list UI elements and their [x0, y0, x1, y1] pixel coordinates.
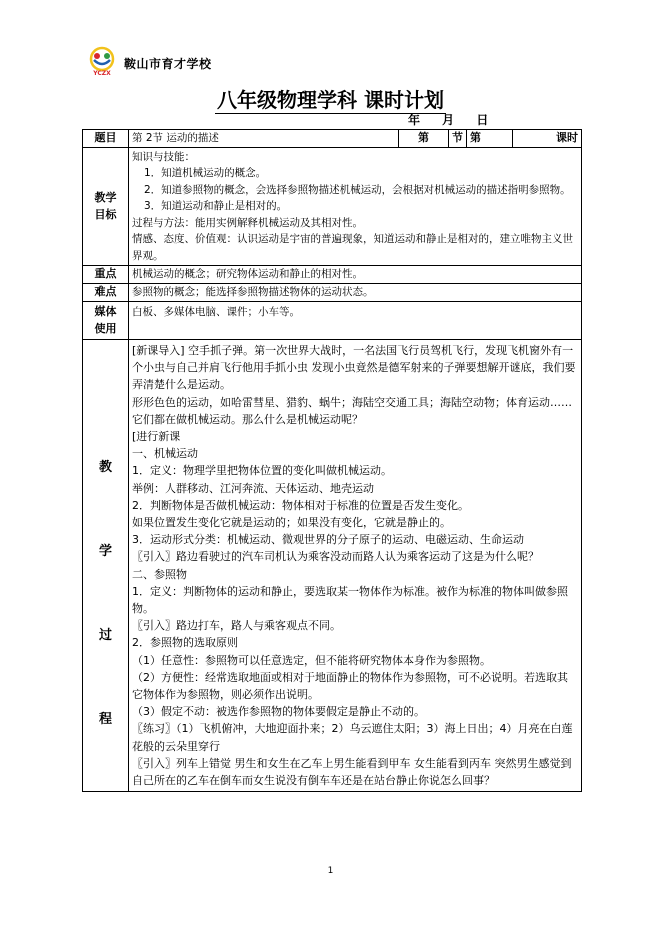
difficult-points-row: [83, 284, 582, 302]
topic-row: [83, 130, 582, 148]
objective-line: 过程与方法：能用实例解释机械运动及其相对性。: [132, 216, 363, 229]
topic-period-suffix: 课时: [513, 130, 582, 148]
process-line: 〖练习〗（1）飞机俯冲，大地迎面扑来；2）乌云遮住太阳；3）海上日出；4）月亮在白莲花般的云朵里穿行: [132, 722, 573, 753]
page-number: 1: [327, 866, 334, 876]
key-points-row: [83, 266, 582, 284]
process-line: 〖引入〗路边打车，路人与乘客观点不同。: [132, 619, 341, 633]
process-label: [83, 340, 129, 792]
process-label-char: 教: [98, 460, 112, 475]
page-title-text: 八年级物理学科 课时计划: [217, 88, 444, 112]
process-line: 举例：人群移动、江河奔流、天体运动、地壳运动: [132, 481, 374, 495]
objective-line: 知识与技能：: [132, 150, 195, 163]
process-line: 如果位置发生变化它就是运动的；如果没有变化，它就是静止的。: [132, 516, 451, 530]
school-name: 鞍山市育才学校: [124, 57, 212, 71]
difficult-points-value: 参照物的概念；能选择参照物描述物体的运动状态。: [129, 284, 582, 302]
logo-text: YCZX: [93, 70, 111, 76]
lesson-plan-table: [82, 129, 582, 792]
process-line: （3）假定不动：被选作参照物的物体要假定是静止不动的。: [132, 705, 425, 719]
objective-line: 情感、态度、价值观：认识运动是宇宙的普遍现象，知道运动和静止是相对的，建立唯物主义世界观。: [132, 233, 573, 262]
topic-section-prefix: 第: [399, 130, 449, 148]
topic-label: 题目: [83, 130, 129, 148]
process-line: 〖引入〗路边看驶过的汽车司机认为乘客没动而路人认为乘客运动了这是为什么呢？: [132, 550, 539, 564]
process-line: 二、参照物: [132, 567, 187, 581]
media-label: [83, 302, 129, 340]
process-content: [129, 340, 582, 792]
media-label-text: 媒体使用: [94, 305, 117, 336]
objective-line: 3．知道运动和静止是相对的。: [144, 200, 288, 212]
process-label-char: 学: [98, 544, 112, 559]
process-line: 〖引入〗列车上错觉 男生和女生在乙车上男生能看到甲车 女生能看到丙车 突然男生感觉到自己所在的乙车在倒车而女生说没有倒车车还是在站台静止你说怎么回事？: [132, 756, 572, 788]
topic-value: 第 2节 运动的描述: [129, 130, 399, 148]
objective-line: 1．知道机械运动的概念。: [144, 167, 267, 179]
process-line: （2）方便性：经常选取地面或相对于地面静止的物体作为参照物，可不必说明。若选取其它物体作为参照物，则必须作出说明。: [132, 670, 568, 702]
difficult-points-label: 难点: [83, 284, 129, 302]
key-points-value: 机械运动的概念；研究物体运动和静止的相对性。: [129, 266, 582, 284]
topic-period-prefix: 第: [467, 130, 513, 148]
process-row: [83, 340, 582, 792]
topic-section-suffix: 节: [449, 130, 467, 148]
date-line: 年 月 日: [408, 113, 489, 127]
objectives-row: [83, 147, 582, 266]
process-line: [新课导入] 空手抓子弹。第一次世界大战时，一名法国飞行员驾机飞行，发现飞机窗外有一个小虫与自己并肩飞行他用手抓小虫 发现小虫竟然是德军射来的子弹要想解开谜底，我们要弄清楚什么是运动。: [132, 344, 576, 392]
objectives-label: [83, 147, 129, 266]
objective-line: 2．知道参照物的概念，会选择参照物描述机械运动，会根据对机械运动的描述指明参照物。: [144, 183, 571, 196]
process-label-char: 过: [98, 628, 112, 643]
objectives-content: [129, 147, 582, 266]
process-line: （1）任意性：参照物可以任意选定，但不能将研究物体本身作为参照物。: [132, 653, 491, 667]
process-line: [进行新课: [132, 430, 181, 444]
school-logo: [87, 46, 117, 76]
process-line: 1．定义：判断物体的运动和静止，要选取某一物体作为标准。被作为标准的物体叫做参照物。: [132, 584, 568, 616]
media-value: 白板、多媒体电脑、课件；小车等。: [129, 302, 582, 340]
media-row: [83, 302, 582, 340]
process-line: 2．判断物体是否做机械运动：物体相对于标准的位置是否发生变化。: [132, 498, 469, 512]
process-line: 一、机械运动: [132, 447, 198, 461]
objectives-label-text: 教学目标: [94, 191, 117, 221]
process-line: 2．参照物的选取原则: [132, 636, 238, 650]
process-line: 1．定义：物理学里把物体位置的变化叫做机械运动。: [132, 464, 392, 478]
key-points-label: 重点: [83, 266, 129, 284]
process-label-char: 程: [98, 712, 112, 727]
page-title: [0, 84, 661, 113]
process-line: 形形色色的运动，如哈雷彗星、猎豹、蜗牛；海陆空交通工具；海陆空动物；体育运动……它们都在做机械运动。那么什么是机械运动呢？: [132, 395, 572, 426]
process-line: 3．运动形式分类：机械运动、微观世界的分子原子的运动、电磁运动、生命运动: [132, 533, 524, 547]
